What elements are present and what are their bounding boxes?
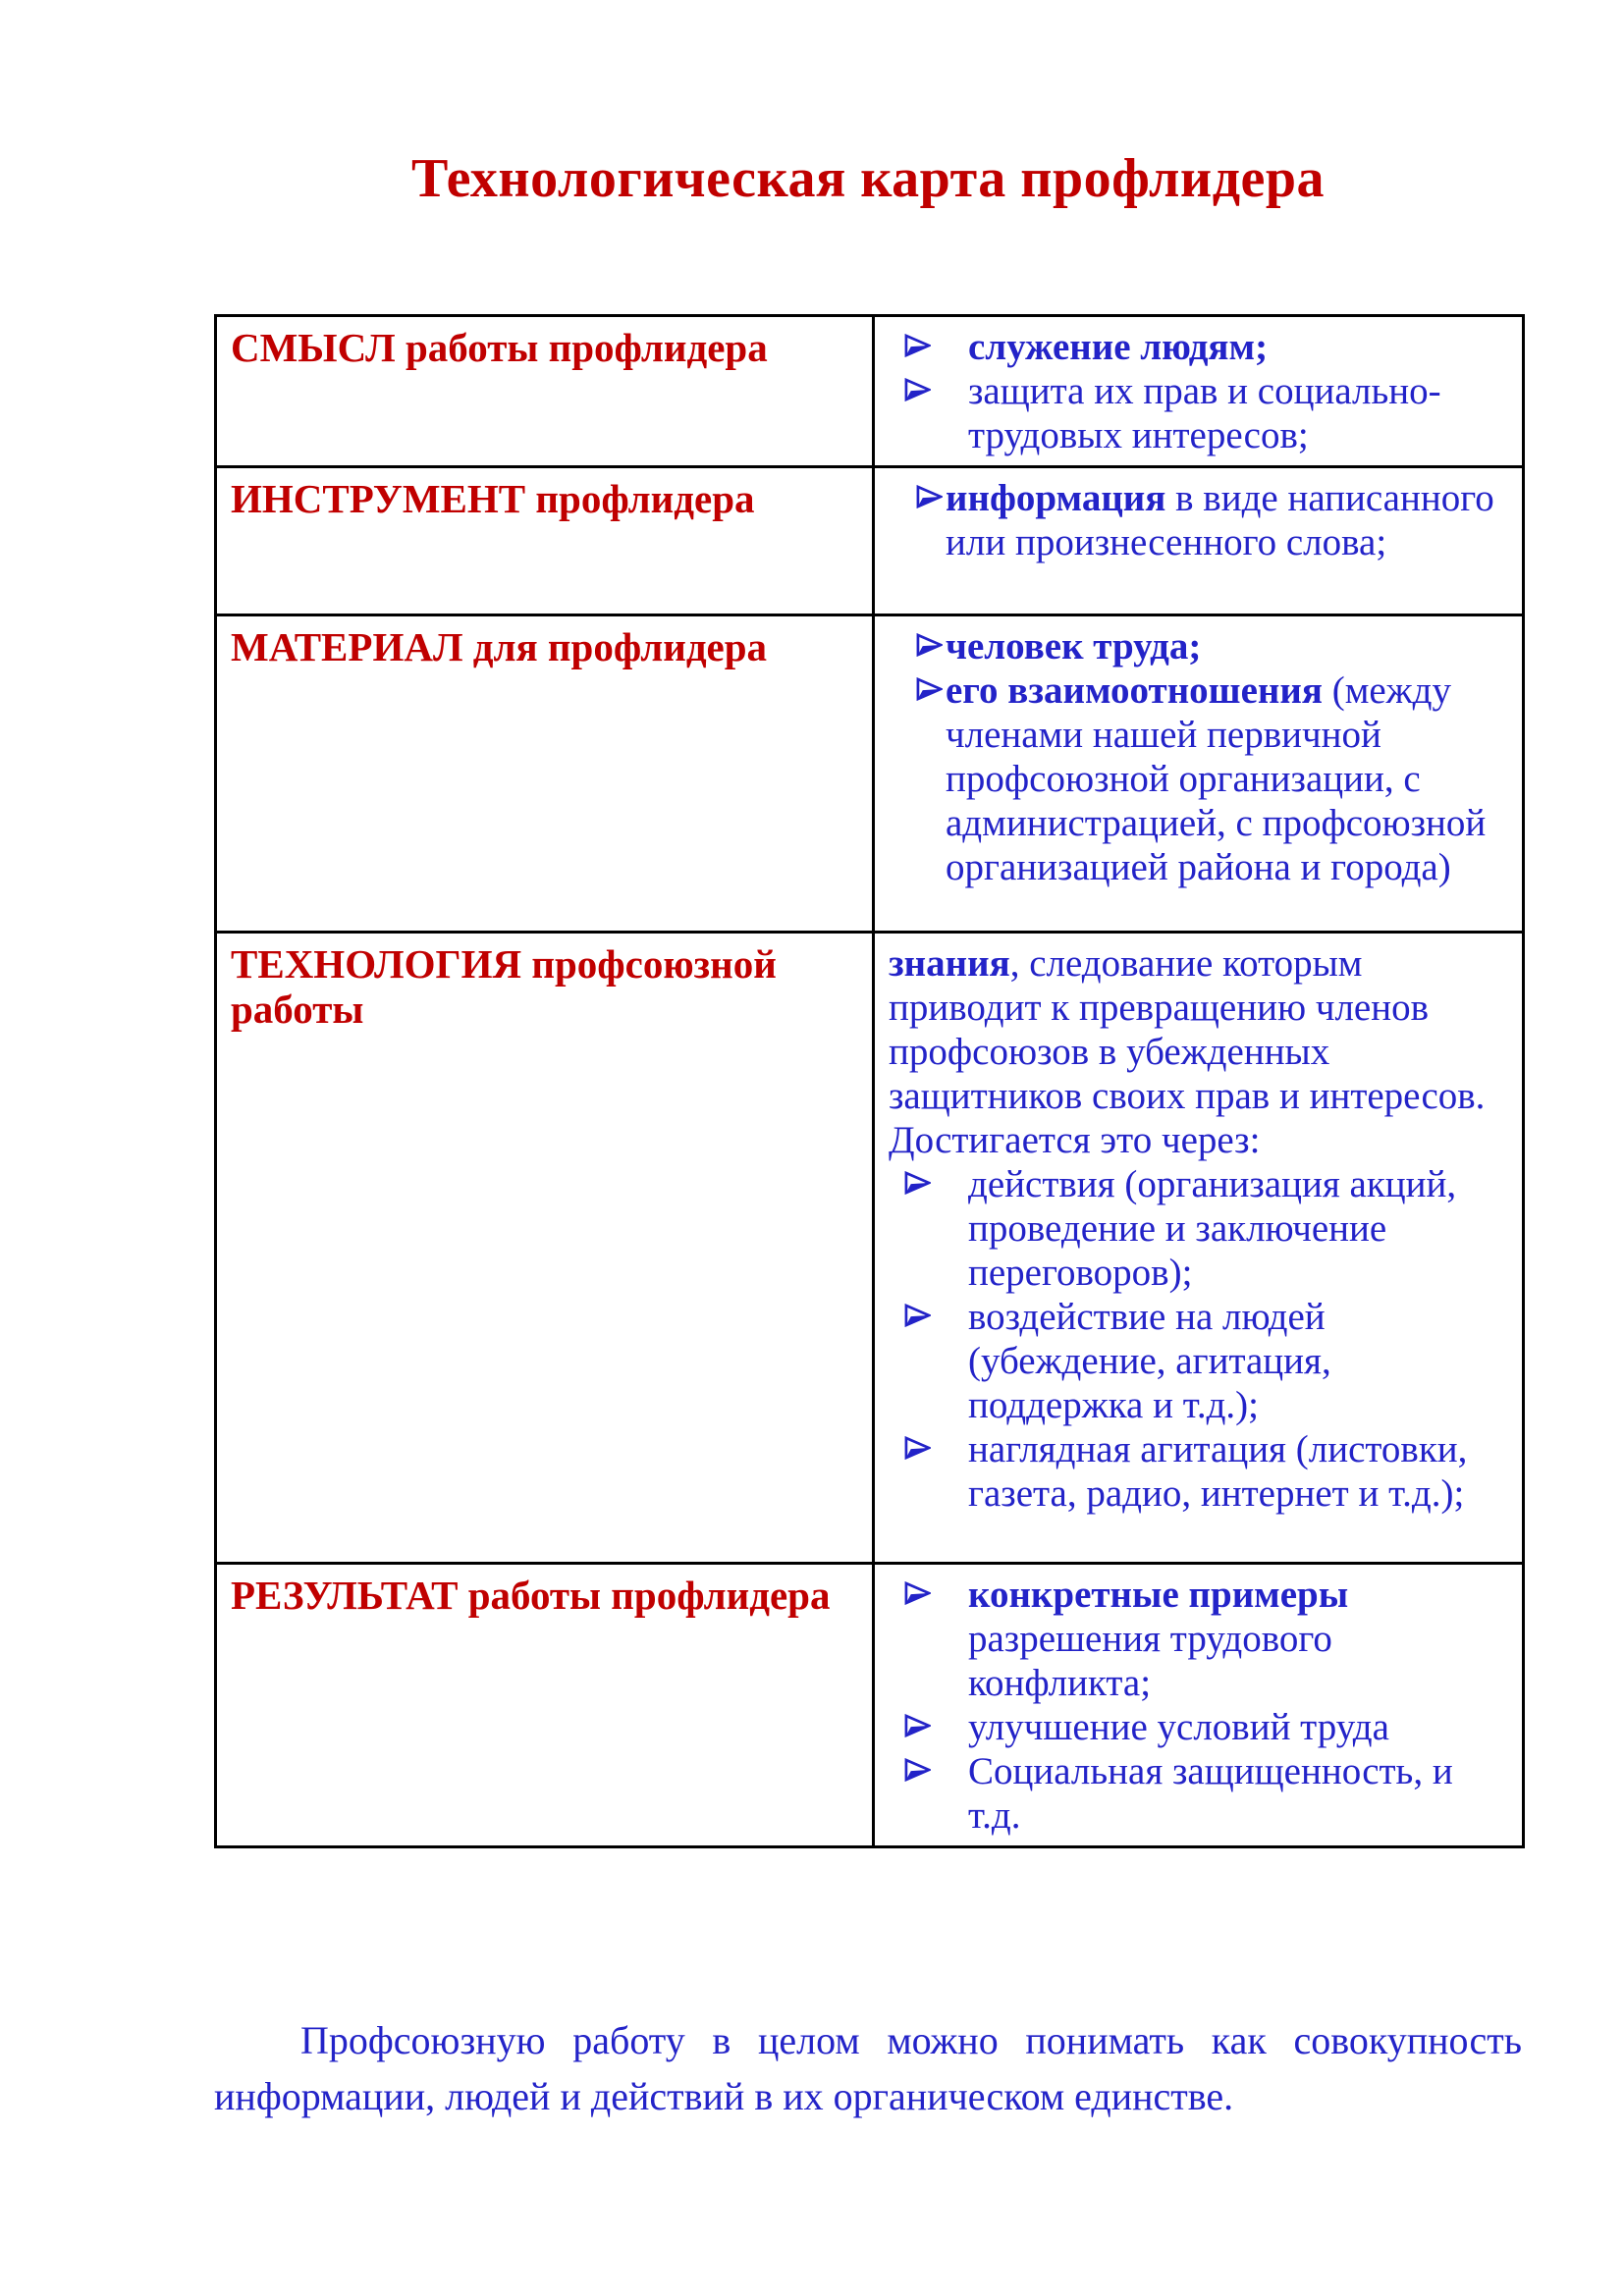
- bullet-text: защита их прав и социально-трудовых интересов;: [968, 370, 1441, 457]
- list-item: [889, 1162, 1508, 1295]
- table-row: [216, 615, 1524, 933]
- row-label-material: [216, 615, 874, 933]
- arrow-bullet-icon: [904, 1304, 931, 1327]
- row-label-strong: РЕЗУЛЬТАТ: [231, 1573, 459, 1619]
- bullet-text: (между членами нашей первичной профсоюзной организации, с администрацией, с профсоюзной организацией района и города): [946, 669, 1487, 889]
- list-item: [889, 1705, 1508, 1749]
- bullet-text: в виде написанного или произнесенного слова;: [946, 477, 1494, 564]
- bullet-list: [889, 476, 1508, 564]
- bullet-text-bold: его взаимоотношения: [946, 669, 1323, 713]
- bullet-list: [889, 1162, 1508, 1516]
- list-item: [889, 1573, 1508, 1705]
- row-label-strong: ТЕХНОЛОГИЯ: [231, 941, 522, 988]
- row-content-material: [874, 615, 1524, 933]
- bullet-text: Социальная защищенность, и т.д.: [968, 1750, 1453, 1838]
- list-item: [889, 1295, 1508, 1427]
- profleader-table: [214, 314, 1525, 1848]
- bullet-text-bold: информация: [946, 477, 1166, 520]
- list-item: [889, 325, 1508, 369]
- arrow-bullet-icon: [916, 485, 943, 508]
- closing-paragraph: Профсоюзную работу в целом можно понимать как совокупность информации, людей и действий в их органическом единстве.: [214, 2018, 1522, 2119]
- arrow-bullet-icon: [904, 1436, 931, 1460]
- row-label-strong: ИНСТРУМЕНТ: [231, 476, 526, 522]
- bullet-text-bold: конкретные примеры: [968, 1574, 1349, 1617]
- row-label-smysl: [216, 316, 874, 467]
- arrow-bullet-icon: [904, 1758, 931, 1782]
- intro-text: , следование которым приводит к превращению членов профсоюзов в убежденных защитников своих прав и интересов. Достигается это через:: [889, 942, 1486, 1162]
- row-label-tekhnologiya: [216, 933, 874, 1564]
- table-row: [216, 1564, 1524, 1847]
- table-row: [216, 467, 1524, 615]
- page-title: Технологическая карта профлидера: [410, 148, 1326, 209]
- row-label-rest: работы профлидера: [395, 325, 768, 371]
- list-item: [889, 1749, 1508, 1838]
- row-content-smysl: [874, 316, 1524, 467]
- table-row: [216, 933, 1524, 1564]
- arrow-bullet-icon: [904, 378, 931, 401]
- row-label-rest: работы профлидера: [458, 1573, 831, 1619]
- bullet-text-bold: человек труда;: [946, 625, 1202, 668]
- table-row: [216, 316, 1524, 467]
- row-label-strong: МАТЕРИАЛ: [231, 624, 463, 670]
- row-label-rest: профлидера: [525, 476, 755, 522]
- arrow-bullet-icon: [904, 334, 931, 357]
- intro-text-bold: знания: [889, 942, 1010, 986]
- bullet-text: воздействие на людей (убеждение, агитация, поддержка и т.д.);: [968, 1296, 1331, 1427]
- list-item: [889, 369, 1508, 457]
- document-content: [214, 0, 1522, 2125]
- row-label-rest: профсоюзной работы: [231, 941, 777, 1033]
- bullet-text: разрешения трудового конфликта;: [968, 1618, 1332, 1705]
- bullet-text-bold: служение людям;: [968, 326, 1269, 369]
- row-content-tekhnologiya: [874, 933, 1524, 1564]
- technology-intro: [889, 941, 1508, 1162]
- list-item: [889, 476, 1508, 564]
- list-item: [889, 624, 1508, 668]
- arrow-bullet-icon: [904, 1581, 931, 1605]
- list-item: [889, 668, 1508, 889]
- bullet-text: улучшение условий труда: [968, 1706, 1389, 1749]
- arrow-bullet-icon: [916, 677, 943, 701]
- row-content-instrument: [874, 467, 1524, 615]
- row-label-instrument: [216, 467, 874, 615]
- arrow-bullet-icon: [916, 633, 943, 657]
- bullet-text: наглядная агитация (листовки, газета, радио, интернет и т.д.);: [968, 1428, 1468, 1516]
- row-label-strong: СМЫСЛ: [231, 325, 396, 371]
- bullet-list: [889, 1573, 1508, 1838]
- list-item: [889, 1427, 1508, 1516]
- arrow-bullet-icon: [904, 1714, 931, 1737]
- bullet-list: [889, 325, 1508, 457]
- arrow-bullet-icon: [904, 1171, 931, 1195]
- row-label-rezultat: [216, 1564, 874, 1847]
- bullet-list: [889, 624, 1508, 889]
- row-content-rezultat: [874, 1564, 1524, 1847]
- bullet-text: действия (организация акций, проведение и заключение переговоров);: [968, 1163, 1457, 1295]
- row-label-rest: для профлидера: [462, 624, 768, 670]
